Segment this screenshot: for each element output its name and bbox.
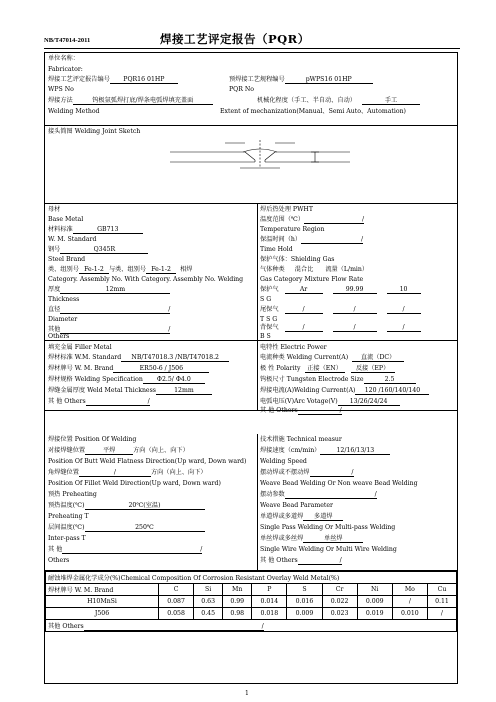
tungsten-row: 钨极尺寸 Tungsten Electrode Size 2.5: [260, 376, 416, 384]
gas-head: 气体种类 混合比 流量（L/min）: [260, 266, 369, 273]
voltage-row: 电弧电压(V)Arc Votage(V) 13/26/24/24: [260, 398, 400, 406]
butt-row: 对接焊缝位置 平焊 方向（向上、向下）: [48, 447, 189, 454]
pwht-time-row: 保温时间（h） /: [260, 236, 364, 243]
mech-en: Extent of mechanization(Manual、Semi Auto、Automation): [220, 108, 406, 115]
wire-row: 单丝焊或多丝焊 单丝焊: [260, 535, 363, 543]
base-dia-en: Diameter: [48, 316, 78, 323]
base-cat-row: 类、组别号 Fe-1-2 与类、组别号 Fe-1-2 相焊: [48, 266, 193, 273]
base-grade-row: 钢号 Q345R: [48, 246, 148, 254]
pwht-title: 焊后热处理 PWHT: [260, 206, 313, 213]
info-section: [45, 53, 457, 126]
wps-number-row: 预焊接工艺规程编号 pWPS16 01HP: [229, 76, 373, 84]
fillet-row: 角焊缝位置 / 方向（向上、向下）: [48, 469, 207, 476]
param-en: Weave Bead Parameter: [260, 502, 334, 509]
mech-value: 手工: [362, 97, 420, 105]
base-thk-en: Thickness: [48, 296, 80, 303]
table-row: H10MnSi 0.087 0.63 0.99 0.014 0.016 0.022 0.009 / 0.11: [46, 596, 457, 608]
technique-oth-row: 其 他 Others /: [260, 557, 342, 564]
chem-table: [45, 571, 457, 632]
electric-title: 电特性 Electric Power: [260, 344, 327, 351]
wire-en: Single Wire Welding Or Multi Wire Welding: [260, 546, 397, 553]
method-row: 焊接方法 钨极氩弧焊打底/焊条电弧焊填充盖面: [48, 97, 213, 105]
base-grade-en: Steel Brand: [48, 256, 86, 263]
electric-oth-row: 其 他 Others /: [260, 407, 342, 414]
base-cat-en: Category. Assembly No. With Category. Assembly No. Welding: [48, 276, 244, 283]
unit-label: 单位名称：: [48, 55, 79, 62]
polarity-row: 极 性 Polarity 正接（EN） 反接（EP）: [260, 365, 395, 373]
gas-head-en: Gas Category Mixture Flow Rate: [260, 276, 364, 283]
technique-title: 技术措施 Technical measur: [260, 436, 342, 443]
pqr-number: PQR16 01HP: [110, 76, 178, 84]
pwht-temp-en: Temperature Region: [260, 226, 325, 233]
bs-label: B S: [260, 333, 271, 340]
sg-label: S G: [260, 296, 272, 303]
standard-number: NB/T47014-2011: [44, 37, 91, 44]
interpass-en: Inter-pass T: [48, 535, 86, 542]
base-oth-row: 其他 /: [48, 326, 171, 333]
header-rule: [44, 48, 460, 49]
table-row: J506 0.058 0.45 0.98 0.018 0.009 0.023 0.019 0.010 /: [46, 608, 457, 620]
column-divider: [257, 341, 258, 410]
chem-others-row: 其他 Others /: [46, 620, 457, 632]
tsg-label: T S G: [260, 316, 278, 323]
welding-method: 钨极氩弧焊打底/焊条电弧焊填充盖面: [73, 97, 213, 105]
filler-spec-row: 焊材规格 Welding Specification Φ2.5/ Φ4.0: [48, 376, 205, 384]
interpass-row: 层间温度(℃) 250℃: [48, 524, 205, 532]
pwht-temp-row: 温度范围（℃） /: [260, 216, 365, 223]
base-dia-row: 直径 /: [48, 306, 171, 313]
trail-row: 尾保气 / / /: [260, 306, 421, 314]
filler-title: 填充金属 Filler Metal: [48, 344, 112, 351]
sketch-label: 接头简图 Welding Joint Sketch: [48, 128, 141, 135]
fabricator-label: Fabricator:: [48, 66, 83, 73]
sketch-section: [45, 126, 457, 204]
position-title: 焊接位置 Position Of Welding: [48, 436, 137, 443]
filler-std-row: 焊材标准 W.M. Standard NB/T47018.3 /NB/T47018.2: [48, 354, 229, 362]
speed-row: 焊接速度（cm/min） 12/16/13/13: [260, 447, 390, 455]
base-title-en: Base Metal: [48, 216, 84, 223]
position-oth-row: 其 他 /: [48, 546, 203, 553]
base-oth-en: Others: [48, 333, 70, 340]
method-en: Welding Method: [48, 108, 100, 115]
shield-row: 保护气 Ar 99.99 10: [260, 286, 421, 294]
joint-sketch-icon: [165, 138, 355, 172]
position-section: [45, 434, 457, 571]
preheat-title: 预热 Preheating: [48, 491, 97, 498]
filler-thk-row: 焊缝金属厚度 Weld Metal Thickness 12mm: [48, 387, 212, 395]
current-type-row: 电流种类 Welding Current(A) 直流（DC）: [260, 354, 404, 362]
butt-en: Position Of Butt Weld Flatness Direction(Up ward, Down ward): [48, 458, 247, 465]
page-number: 1: [245, 690, 249, 697]
weave-en: Weave Bead Welding Or Non weave Bead Welding: [260, 480, 418, 487]
column-divider: [257, 204, 258, 340]
preheat-row: 预热温度(℃) 20℃(室温): [48, 502, 205, 510]
mech-row: 机械化程度（手工、半自动、自动） 手工: [257, 97, 420, 105]
gas-title: 保护气体：Shielding Gas: [260, 256, 335, 263]
pqr-number-row: 焊接工艺评定报告编号 PQR16 01HP: [48, 76, 178, 84]
pass-row: 单道焊或多道焊 多道焊: [260, 513, 343, 521]
pqr-en: PQR No: [229, 86, 255, 93]
column-divider: [257, 434, 258, 570]
speed-en: Welding Speed: [260, 458, 307, 465]
base-title: 母材: [48, 206, 61, 213]
position-oth-en: Others: [48, 557, 70, 564]
base-metal-section: [45, 204, 457, 341]
weave-row: 摆动焊或不摆动焊 /: [260, 469, 354, 476]
chem-section: [45, 571, 457, 683]
base-std-row: 材料标准 GB713: [48, 226, 143, 234]
filler-brand-row: 焊材牌号 W. M. Brand ER50-6 / J506: [48, 365, 209, 373]
chem-header-row: 焊材牌号 W. M. Brand C Si Mn P S Cr Ni Mo Cu: [46, 584, 457, 596]
chem-title: 耐蚀堆焊金属化学成分(%)Chemical Composition Of Corrosion Resistant Overlay Weld Metal(%): [46, 572, 457, 584]
current-row: 焊接电流(A)Welding Current(A) 120 /160/140/140: [260, 387, 429, 395]
param-row: 摆动参数 /: [260, 491, 377, 498]
wps-en: WPS No: [48, 86, 74, 93]
base-std-en: W. M. Standard: [48, 236, 97, 243]
wps-number: pWPS16 01HP: [285, 76, 373, 84]
pass-en: Single Pass Welding Or Multi-pass Welding: [260, 524, 396, 531]
pwht-time-en: Time Hold: [260, 246, 293, 253]
fillet-en: Position Of Fillet Weld Direction(Up ward, Down ward): [48, 480, 221, 487]
filler-oth-row: 其 他 Others /: [48, 398, 150, 405]
back-row: 背保气 / / /: [260, 324, 421, 332]
page-title: 焊接工艺评定报告（PQR）: [160, 32, 310, 46]
pqr-form: [44, 52, 458, 684]
base-thk-row: 厚度 12mm: [48, 286, 170, 294]
preheat-en: Preheating T: [48, 513, 89, 520]
filler-section: [45, 341, 457, 414]
